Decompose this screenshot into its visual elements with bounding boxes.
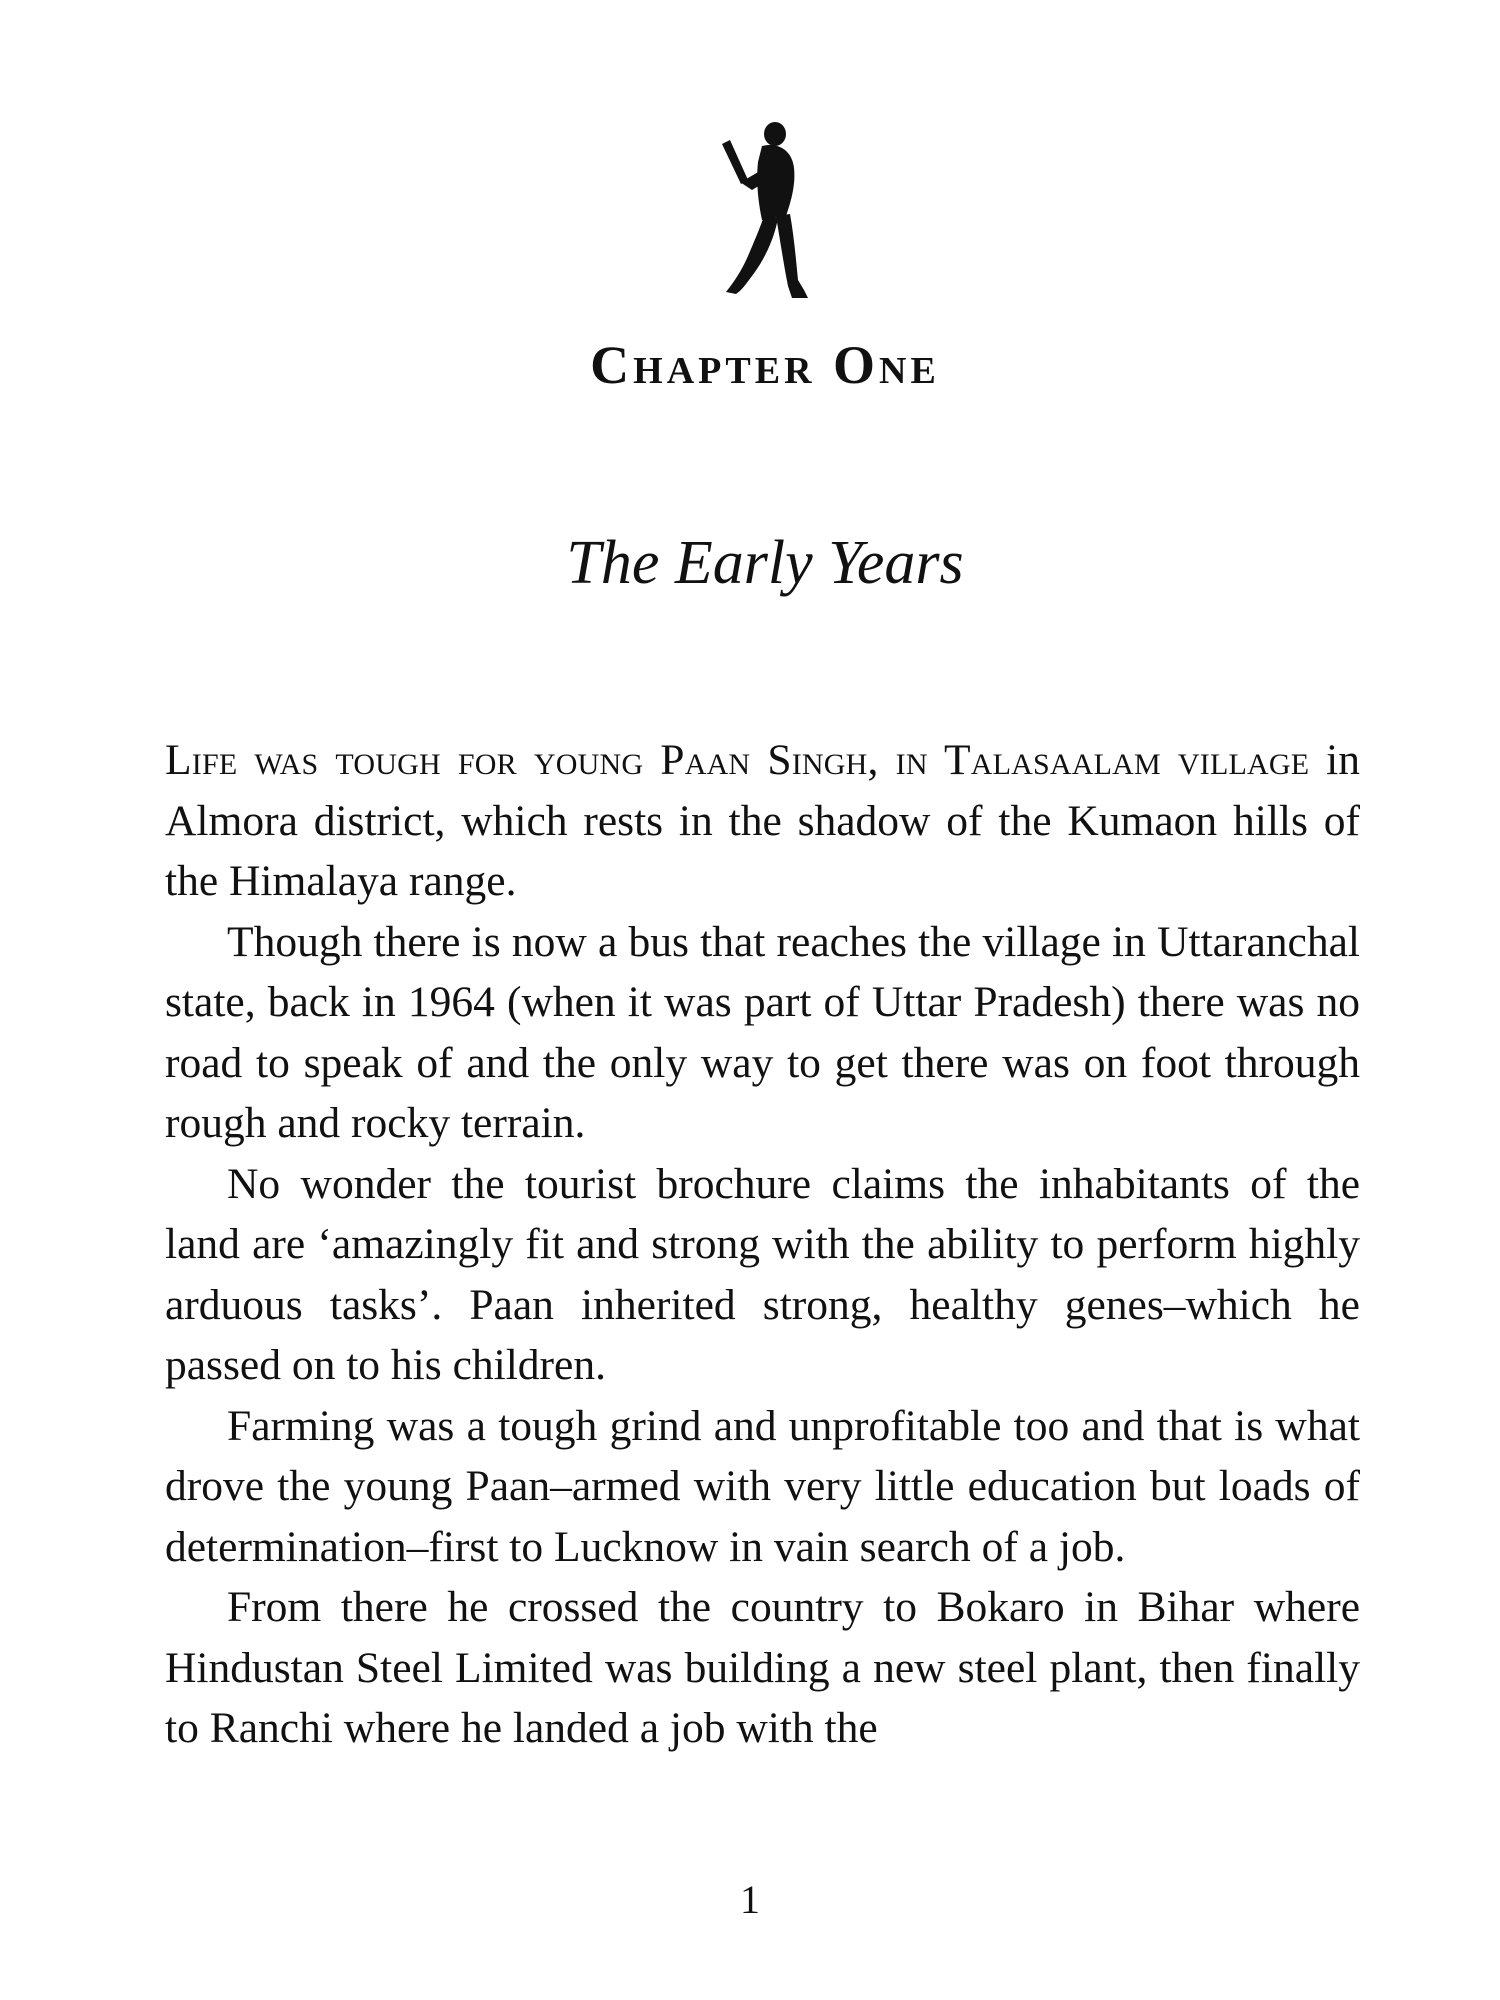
lead-in: Life was tough for young Paan Singh, in Talasaalam village xyxy=(165,736,1310,784)
chapter-label: Chapter One xyxy=(590,335,940,395)
paragraph-5: From there he crossed the country to Bokaro in Bihar where Hindustan Steel Limited was building a new steel plant, then finally to Ranchi where he landed a job with the xyxy=(165,1583,1360,1752)
page-number: 1 xyxy=(740,1877,760,1922)
paragraph-3: No wonder the tourist brochure claims the inhabitants of the land are ‘amazingly fit and strong with the ability to perform highly arduous tasks’. Paan inherited strong, healthy genes–which he passed on to his children. xyxy=(165,1159,1360,1389)
paragraph-4: Farming was a tough grind and unprofitable too and that is what drove the young Paan–armed with very little education but loads of determination–first to Lucknow in vain search of a job. xyxy=(165,1401,1360,1571)
paragraph-1-text: in Almora district, which rests in the shadow of the Kumaon hills of the Himalaya range. xyxy=(165,736,1360,905)
chapter-body xyxy=(165,730,1360,1759)
cricket-batsman-icon xyxy=(712,120,822,300)
paragraph-2: Though there is now a bus that reaches the village in Uttaranchal state, back in 1964 (when it was part of Uttar Pradesh) there was no road to speak of and the only way to get there was on foot through rough and rocky terrain. xyxy=(165,917,1360,1147)
chapter-title: The Early Years xyxy=(566,529,964,597)
paragraph-1 xyxy=(165,730,1360,912)
